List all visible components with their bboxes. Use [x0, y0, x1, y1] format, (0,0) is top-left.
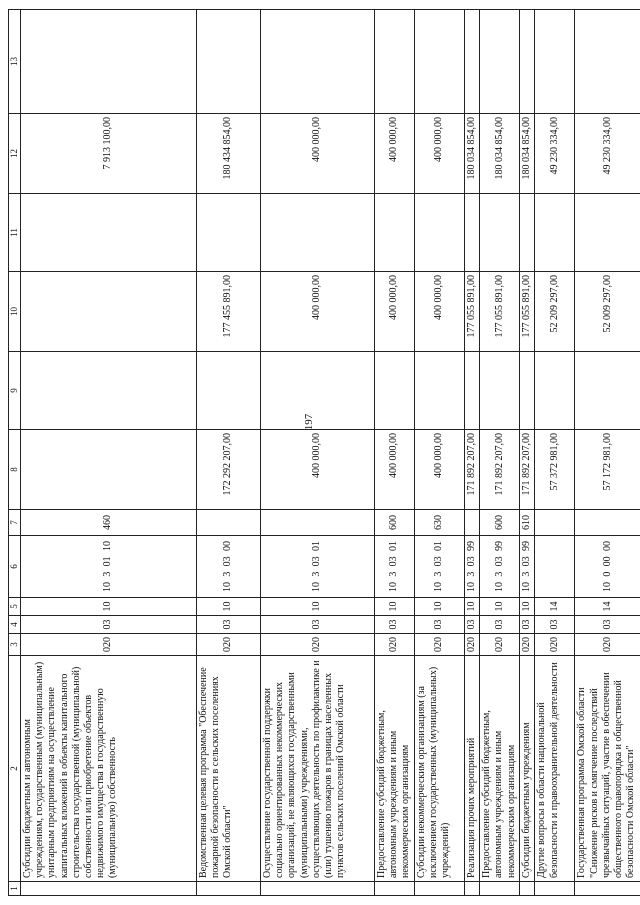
amount-9-cell [197, 352, 261, 430]
item-name-cell: Субсидии некоммерческим организациям (за исключением государственных (муниципальных) учреждений) [415, 656, 465, 882]
code-4-cell: 03 [415, 616, 465, 634]
code-part: 10 [102, 582, 114, 592]
code-4-cell: 03 [480, 616, 520, 634]
code-part: 03 [311, 556, 323, 567]
table-row [261, 10, 375, 896]
item-name-cell: Ведомственная целевая программа "Обеспечение пожарной безопасности в сельских поселениях Омской области" [197, 656, 261, 882]
amount-9-cell [21, 352, 197, 430]
code-3-cell: 020 [415, 634, 465, 656]
code-part: 10 [602, 582, 614, 592]
amount-10-cell [21, 272, 197, 352]
row-number-cell [21, 882, 197, 896]
col-header-5: 5 [9, 598, 21, 616]
col-header-9: 9 [9, 352, 21, 430]
amount-13-cell [575, 10, 640, 114]
target-article-code [494, 539, 506, 594]
code-part: 10 [493, 582, 505, 592]
code-7-cell: 600 [480, 510, 520, 536]
amount-12-cell: 49 230 334,00 [575, 114, 640, 194]
code-6-cell [21, 536, 197, 598]
code-6-cell [465, 536, 480, 598]
code-5-cell: 14 [575, 598, 640, 616]
code-part: 00 [222, 541, 234, 552]
code-3-cell: 020 [375, 634, 415, 656]
code-part: 10 [466, 582, 477, 592]
row-number-cell [520, 882, 535, 896]
col-header-11: 11 [9, 194, 21, 272]
code-part: 00 [602, 541, 614, 552]
code-part: 3 [102, 571, 114, 577]
row-number-cell [375, 882, 415, 896]
amount-9-cell [375, 352, 415, 430]
code-7-cell [465, 510, 480, 536]
amount-12-cell: 7 913 100,00 [21, 114, 197, 194]
code-part: 10 [102, 541, 114, 552]
row-number-cell [575, 882, 640, 896]
item-name-cell: Предоставление субсидий бюджетным, автономным учреждениям и иным некоммерческим организациям [480, 656, 520, 882]
code-part: 03 [521, 556, 533, 567]
code-3-cell: 020 [480, 634, 520, 656]
budget-table [8, 9, 640, 896]
code-part: 10 [433, 582, 445, 592]
code-part: 10 [521, 582, 533, 592]
code-part: 03 [433, 556, 445, 567]
code-3-cell: 020 [197, 634, 261, 656]
code-part: 3 [433, 571, 445, 577]
code-part: 03 [466, 556, 477, 567]
amount-12-cell: 49 230 334,00 [535, 114, 575, 194]
code-7-cell [261, 510, 375, 536]
amount-11-cell [480, 194, 520, 272]
code-part: 00 [602, 556, 614, 567]
amount-13-cell [415, 10, 465, 114]
amount-9-cell [535, 352, 575, 430]
code-5-cell: 10 [21, 598, 197, 616]
item-name-cell: Другие вопросы в области национальной безопасности и правоохранительной деятельности [535, 656, 575, 882]
amount-8-cell: 400 000,00 [415, 430, 465, 510]
amount-11-cell [197, 194, 261, 272]
amount-13-cell [197, 10, 261, 114]
amount-8-cell: 172 292 207,00 [197, 430, 261, 510]
row-number-cell [535, 882, 575, 896]
col-header-12: 12 [9, 114, 21, 194]
table-row [465, 10, 480, 896]
amount-11-cell [261, 194, 375, 272]
amount-8-cell: 171 892 207,00 [465, 430, 480, 510]
code-7-cell [535, 510, 575, 536]
amount-10-cell: 400 000,00 [375, 272, 415, 352]
code-5-cell: 10 [261, 598, 375, 616]
amount-10-cell: 177 055 891,00 [465, 272, 480, 352]
code-6-cell [480, 536, 520, 598]
code-4-cell: 03 [21, 616, 197, 634]
rotated-table-container [8, 10, 637, 896]
item-name-cell: Субсидии бюджетным учреждениям [520, 656, 535, 882]
target-article-code [222, 539, 234, 594]
amount-9-cell [465, 352, 480, 430]
code-3-cell: 020 [535, 634, 575, 656]
amount-12-cell: 400 000,00 [415, 114, 465, 194]
code-5-cell: 10 [465, 598, 480, 616]
amount-8-cell: 171 892 207,00 [520, 430, 535, 510]
code-5-cell: 14 [535, 598, 575, 616]
row-number-cell [465, 882, 480, 896]
code-7-cell: 610 [520, 510, 535, 536]
code-6-cell [197, 536, 261, 598]
code-part: 01 [102, 556, 114, 567]
amount-13-cell [375, 10, 415, 114]
amount-11-cell [415, 194, 465, 272]
code-part: 99 [521, 541, 533, 552]
row-number-cell [480, 882, 520, 896]
code-4-cell: 03 [465, 616, 480, 634]
code-part: 03 [388, 556, 400, 567]
amount-10-cell: 177 455 891,00 [197, 272, 261, 352]
item-name-cell: Осуществление государственной поддержки социально ориентированных некоммерческих организаций, не являющихся государственными (муниципальными) учреждениями, осуществляющих деятельность по профилактике и (или) тушению пожаров в границах населенных пунктов сельских поселений Омской области [261, 656, 375, 882]
amount-13-cell [535, 10, 575, 114]
target-article-code [521, 539, 533, 594]
code-4-cell: 03 [535, 616, 575, 634]
amount-10-cell: 177 055 891,00 [520, 272, 535, 352]
amount-11-cell [520, 194, 535, 272]
code-part: 01 [388, 541, 400, 552]
header-row [9, 10, 21, 896]
code-part: 03 [493, 556, 505, 567]
amount-12-cell: 180 034 854,00 [520, 114, 535, 194]
amount-12-cell: 180 034 854,00 [480, 114, 520, 194]
amount-10-cell: 177 055 891,00 [480, 272, 520, 352]
amount-8-cell: 57 172 981,00 [575, 430, 640, 510]
code-part: 3 [466, 571, 477, 577]
table-row [575, 10, 640, 896]
amount-13-cell [480, 10, 520, 114]
item-name-cell: Субсидии бюджетным и автономным учреждениям, государственным (муниципальным) унитарным предприятиям на осуществление капитальных вложений в объекты капитального строительства государственной (муниципальной) собственности или приобретение объектов недвижимого имущества в государственную (муниципальную) собственность [21, 656, 197, 882]
code-3-cell: 020 [465, 634, 480, 656]
code-part: 3 [311, 571, 323, 577]
amount-13-cell [261, 10, 375, 114]
code-part: 3 [222, 571, 234, 577]
col-header-3: 3 [9, 634, 21, 656]
amount-13-cell [21, 10, 197, 114]
amount-12-cell: 400 000,00 [261, 114, 375, 194]
item-name-cell: Предоставление субсидий бюджетным, автономным учреждениям и иным некоммерческим организациям [375, 656, 415, 882]
amount-8-cell: 171 892 207,00 [480, 430, 520, 510]
table-row [415, 10, 465, 896]
amount-11-cell [535, 194, 575, 272]
amount-10-cell: 52 209 297,00 [535, 272, 575, 352]
code-5-cell: 10 [375, 598, 415, 616]
code-4-cell: 03 [197, 616, 261, 634]
code-6-cell [415, 536, 465, 598]
code-part: 10 [311, 582, 323, 592]
amount-10-cell: 400 000,00 [261, 272, 375, 352]
code-part: 3 [493, 571, 505, 577]
code-3-cell: 020 [575, 634, 640, 656]
item-name-cell: Государственная программа Омской области "Снижение рисков и смягчение последствий чрезвычайных ситуаций, участие в обеспечении общественного правопорядка и общественной безопасности Омской области" [575, 656, 640, 882]
target-article-code [311, 539, 323, 594]
amount-8-cell: 400 000,00 [261, 430, 375, 510]
col-header-2: 2 [9, 656, 21, 882]
table-row [535, 10, 575, 896]
code-6-cell [261, 536, 375, 598]
table-row [375, 10, 415, 896]
target-article-code [466, 539, 478, 594]
row-number-cell [197, 882, 261, 896]
code-3-cell: 020 [520, 634, 535, 656]
col-header-10: 10 [9, 272, 21, 352]
code-part: 0 [602, 571, 614, 577]
table-row [480, 10, 520, 896]
amount-13-cell [520, 10, 535, 114]
amount-10-cell: 400 000,00 [415, 272, 465, 352]
code-6-cell [520, 536, 535, 598]
amount-9-cell [480, 352, 520, 430]
code-5-cell: 10 [415, 598, 465, 616]
amount-11-cell [465, 194, 480, 272]
amount-11-cell [575, 194, 640, 272]
col-header-13: 13 [9, 10, 21, 114]
code-7-cell: 460 [21, 510, 197, 536]
amount-8-cell: 57 372 981,00 [535, 430, 575, 510]
table-row [21, 10, 197, 896]
code-3-cell: 020 [261, 634, 375, 656]
amount-11-cell [375, 194, 415, 272]
col-header-7: 7 [9, 510, 21, 536]
code-part: 01 [433, 541, 445, 552]
page-number: 197 [303, 413, 315, 431]
code-part: 99 [466, 541, 477, 552]
code-part: 01 [311, 541, 323, 552]
amount-9-cell [520, 352, 535, 430]
amount-9-cell [415, 352, 465, 430]
code-4-cell: 03 [261, 616, 375, 634]
code-7-cell [575, 510, 640, 536]
row-number-cell [261, 882, 375, 896]
table-row [197, 10, 261, 896]
amount-8-cell: 400 000,00 [375, 430, 415, 510]
code-part: 3 [388, 571, 400, 577]
code-part: 10 [222, 582, 234, 592]
code-part: 3 [521, 571, 533, 577]
amount-11-cell [21, 194, 197, 272]
code-part: 03 [222, 556, 234, 567]
code-4-cell: 03 [375, 616, 415, 634]
amount-13-cell [465, 10, 480, 114]
item-name-cell: Реализация прочих мероприятий [465, 656, 480, 882]
code-7-cell [197, 510, 261, 536]
code-part: 10 [388, 582, 400, 592]
target-article-code [602, 539, 614, 594]
code-5-cell: 10 [480, 598, 520, 616]
col-header-4: 4 [9, 616, 21, 634]
amount-10-cell: 52 009 297,00 [575, 272, 640, 352]
code-6-cell [375, 536, 415, 598]
code-5-cell: 10 [197, 598, 261, 616]
target-article-code [433, 539, 445, 594]
amount-9-cell [261, 352, 375, 430]
code-7-cell: 630 [415, 510, 465, 536]
code-7-cell: 600 [375, 510, 415, 536]
amount-12-cell: 180 434 854,00 [197, 114, 261, 194]
code-4-cell: 03 [520, 616, 535, 634]
code-part: 99 [493, 541, 505, 552]
target-article-code [102, 539, 114, 594]
col-header-1: 1 [9, 882, 21, 896]
target-article-code [388, 539, 400, 594]
code-3-cell: 020 [21, 634, 197, 656]
code-5-cell: 10 [520, 598, 535, 616]
code-6-cell [535, 536, 575, 598]
col-header-8: 8 [9, 430, 21, 510]
col-header-6: 6 [9, 536, 21, 598]
code-6-cell [575, 536, 640, 598]
table-row [520, 10, 535, 896]
row-number-cell [415, 882, 465, 896]
code-4-cell: 03 [575, 616, 640, 634]
amount-12-cell: 400 000,00 [375, 114, 415, 194]
amount-12-cell: 180 034 854,00 [465, 114, 480, 194]
amount-8-cell [21, 430, 197, 510]
amount-9-cell [575, 352, 640, 430]
